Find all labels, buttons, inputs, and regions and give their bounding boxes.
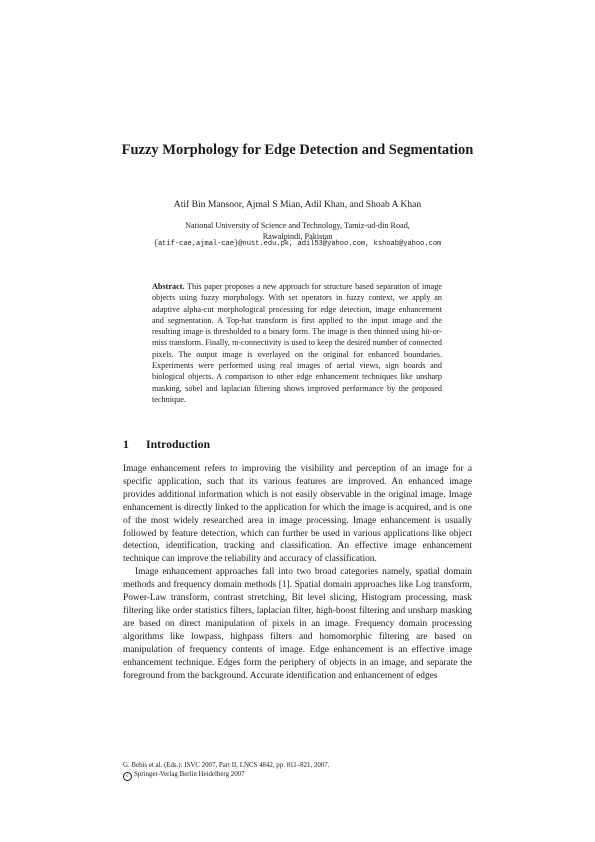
- footer-citation: G. Bebis et al. (Eds.): ISVC 2007, Part II, LNCS 4842, pp. 811–821, 2007.: [123, 762, 330, 769]
- footer-copyright: Springer-Verlag Berlin Heidelberg 2007: [134, 771, 245, 779]
- footer-copyright-line: [123, 770, 472, 781]
- section-heading: [123, 437, 210, 451]
- section-body: [123, 463, 472, 682]
- section-title: Introduction: [146, 437, 211, 451]
- paper-title: Fuzzy Morphology for Edge Detection and Segmentation: [121, 142, 474, 158]
- affiliation-line: National University of Science and Technology, Tamiz-ud-din Road,: [185, 221, 410, 230]
- copyright-icon: c: [123, 772, 132, 781]
- abstract-text: This paper proposes a new approach for structure based separation of image objects using fuzzy morphology. With set operators in fuzzy context, we apply an adaptive alpha-cut morphological processing for edge detection, image enhancement and segmentation. A Top-hat transform is first applied to the input image and the resulting image is thresholded to a binary form. The image is then thinned using hit-or-miss transform. Finally, m-connectivity is used to keep the desired number of connected pixels. The output image is overlayed on the original for enhanced boundaries. Experiments were performed using real images of aerial views, sign boards and biological objects. A comparison to other edge enhancement techniques like unsharp masking, sobel and laplacian filtering shows improved performance by the proposed technique.: [152, 282, 442, 404]
- body-paragraph: Image enhancement approaches fall into two broad categories namely, spatial domain methods and frequency domain methods [1]. Spatial domain approaches like Log transform, Power-Law transform, contrast stretching, Bit level slicing, Histogram processing, mask filtering like order statistics filters, laplacian filter, high-boost filtering and unsharp masking are based on direct manipulation of pixels in an image. Frequency domain processing algorithms like lowpass, highpass filters and homomorphic filtering are based on manipulation of frequency contents of image. Edge enhancement is an effective image enhancement technique. Edges form the periphery of objects in an image, and separate the foreground from the background. Accurate identification and enhancement of edges: [123, 567, 472, 681]
- section-number: 1: [123, 437, 129, 451]
- affiliation-line: Rawalpindi, Pakistan: [262, 232, 333, 242]
- author-emails: {atif-cae,ajmal-cae}@nust.edu.pk, adil53@yahoo.com, kshoab@yahoo.com: [153, 240, 442, 248]
- page-footer: [123, 761, 472, 781]
- abstract-label: Abstract.: [152, 282, 185, 291]
- author-list: Atif Bin Mansoor, Ajmal S Mian, Adil Khan, and Shoab A Khan: [173, 199, 422, 210]
- body-paragraph: Image enhancement refers to improving the visibility and perception of an image for a specific application, such that its various features are improved. An enhanced image provides additional information which is not easily observable in the original image. Image enhancement is directly linked to the application for which the image is acquired, and is one of the most widely researched area in image processing. Image enhancement is usually followed by feature detection, which can further be used in various applications like object detection, identification, tracking and classification. An effective image enhancement technique can improve the reliability and accuracy of classification.: [123, 464, 472, 565]
- abstract: [152, 281, 442, 405]
